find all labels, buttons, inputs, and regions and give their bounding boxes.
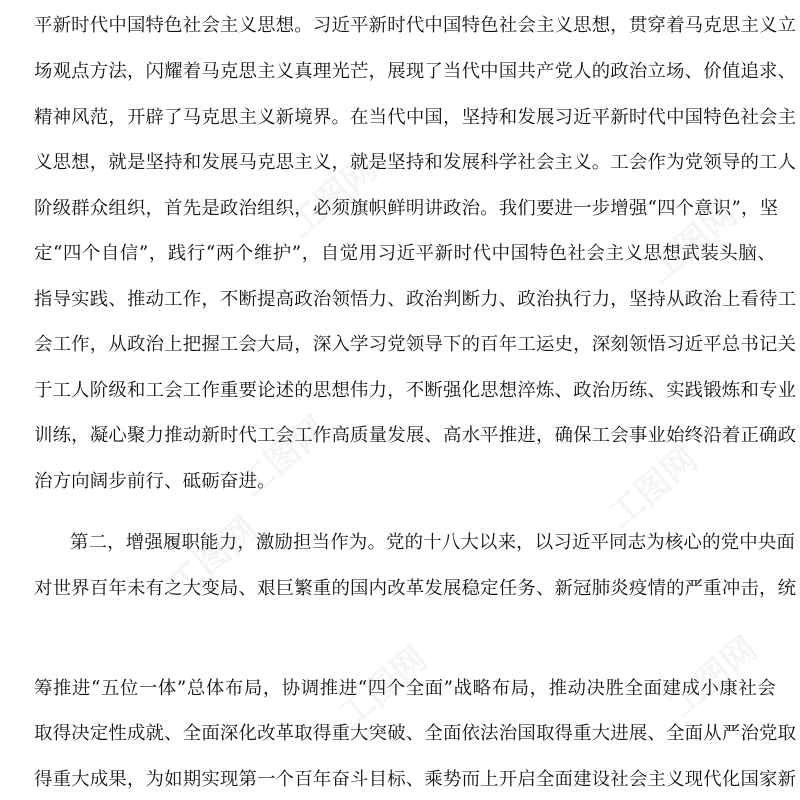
paragraph-line: 得重大成果，为如期实现第一个百年奋斗目标、乘势而上开启全面建设社会主义现代化国家新: [34, 769, 797, 790]
paragraph-line: 筹推进“五位一体”总体布局，协调推进“四个全面”战略布局，推动决胜全面建成小康社会: [34, 678, 776, 699]
paragraph-line: 定“四个自信”，践行“两个维护”，自觉用习近平新时代中国特色社会主义思想武装头脑、: [34, 243, 776, 264]
watermark: 工图网: [641, 194, 746, 291]
paragraph-line: 会工作，从政治上把握工会大局，深入学习党领导下的百年工运史，深刻领悟习近平总书记关: [34, 334, 797, 355]
paragraph-line: 对世界百年未有之大变局、艰巨繁重的国内改革发展稳定任务、新冠肺炎疫情的严重冲击，统: [34, 578, 797, 599]
paragraph-line: 场观点方法，闪耀着马克思主义真理光芒，展现了当代中国共产党人的政治立场、价值追求、: [34, 61, 797, 82]
paragraph-line: 取得决定性成就、全面深化改革取得重大突破、全面依法治国取得重大进展、全面从严治党取: [34, 723, 797, 744]
watermark: 工图网: [231, 409, 336, 506]
paragraph-line: 第二，增强履职能力，激励担当作为。党的十八大以来，以习近平同志为核心的党中央面: [70, 532, 796, 553]
watermark: 工图网: [601, 439, 706, 536]
paragraph-line: 阶级群众组织，首先是政治组织，必须旗帜鲜明讲政治。我们要进一步增强“四个意识”，坚: [34, 198, 779, 219]
paragraph-line: 训练，凝心聚力推动新时代工会工作高质量发展、高水平推进，确保工会事业始终沿着正确政: [34, 425, 797, 446]
watermark: 工图网: [331, 639, 436, 736]
watermark: 工图网: [161, 509, 266, 606]
watermark: 工图网: [661, 629, 766, 726]
paragraph-line: 指导实践、推动工作，不断提高政治领悟力、政治判断力、政治执行力，坚持从政治上看待工: [34, 289, 797, 310]
watermark: 工图网: [281, 149, 386, 246]
paragraph-line: 治方向阔步前行、砥砺奋进。: [34, 471, 276, 492]
paragraph-line: 精神风范，开辟了马克思主义新境界。在当代中国，坚持和发展习近平新时代中国特色社会主: [34, 107, 797, 128]
paragraph-line: 平新时代中国特色社会主义思想。习近平新时代中国特色社会主义思想，贯穿着马克思主义立: [34, 15, 797, 36]
paragraph-line: 义思想，就是坚持和发展马克思主义，就是坚持和发展科学社会主义。工会作为党领导的工人: [34, 152, 797, 173]
paragraph-line: 于工人阶级和工会工作重要论述的思想伟力，不断强化思想淬炼、政治历练、实践锻炼和专业: [34, 380, 797, 401]
